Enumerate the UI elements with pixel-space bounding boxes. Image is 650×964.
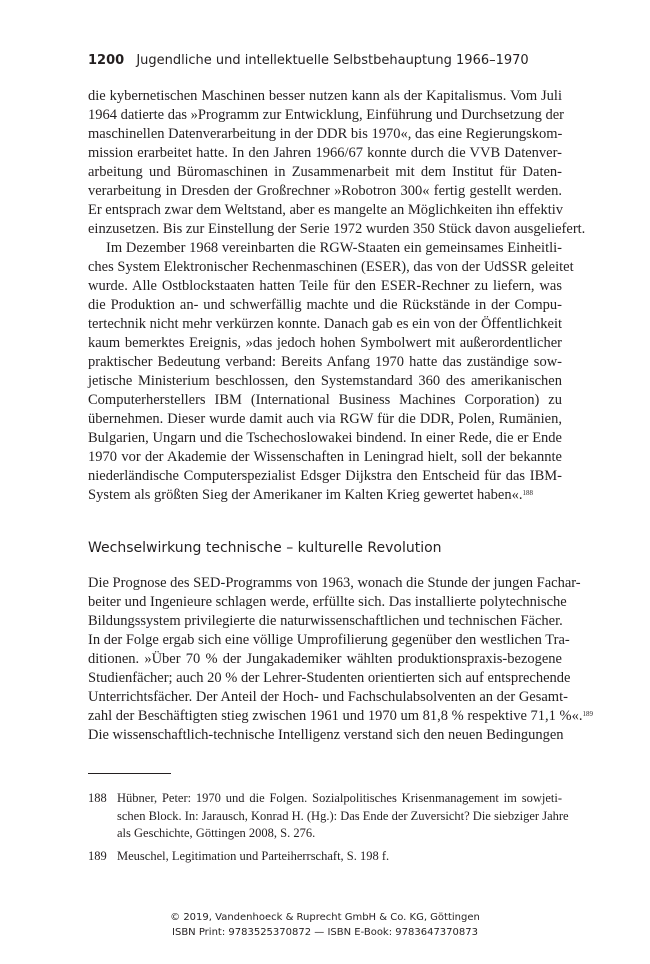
text-line-content: Die Prognose des SED-Programms von 1963, wonach die Stunde der jungen Fachar- bbox=[88, 575, 581, 591]
text-line-content: arbeitung und Büromaschinen in Zusammenarbeit mit dem Institut für Daten- bbox=[88, 164, 562, 180]
footnote-number: 188 bbox=[88, 791, 107, 805]
text-line bbox=[88, 296, 562, 315]
text-line bbox=[88, 258, 574, 277]
text-line bbox=[88, 201, 562, 220]
text-line-content: mission erarbeitet hatte. In den Jahren 1966/67 konnte durch die VVB Datenver- bbox=[88, 145, 562, 161]
footnote-text-line: Hübner, Peter: 1970 und die Folgen. Sozialpolitisches Krisenmanagement im sowjeti- bbox=[117, 791, 562, 805]
text-line bbox=[88, 239, 562, 258]
text-line bbox=[88, 726, 562, 745]
text-line bbox=[88, 372, 562, 391]
text-line-content: jetische Ministerium beschlossen, den Systemstandard 360 des amerikanischen bbox=[88, 373, 562, 389]
imprint bbox=[0, 910, 650, 940]
text-line-content: beiter und Ingenieure schlagen werde, erfüllte sich. Das installierte polytechnische bbox=[88, 594, 567, 610]
text-line bbox=[88, 410, 562, 429]
footnote-divider bbox=[88, 773, 171, 774]
text-line bbox=[88, 429, 562, 448]
text-line bbox=[88, 334, 562, 353]
text-line bbox=[88, 486, 562, 505]
text-line bbox=[88, 144, 562, 163]
text-line bbox=[88, 391, 562, 410]
text-line-content: 1964 datierte das »Programm zur Entwicklung, Einführung und Durchsetzung der bbox=[88, 107, 564, 123]
footnote-189 bbox=[88, 848, 562, 866]
text-line-content: Im Dezember 1968 vereinbarten die RGW-Staaten ein gemeinsames Einheitli- bbox=[106, 240, 562, 256]
running-head-title: Jugendliche und intellektuelle Selbstbehauptung 1966–1970 bbox=[136, 53, 529, 68]
text-line-content: kaum bemerktes Ereignis, »das jedoch hohen Symbolwert mit außerordentlicher bbox=[88, 335, 562, 351]
text-line-content: Bildungssystem privilegierte die naturwissenschaftlichen und technischen Fächer. bbox=[88, 613, 563, 629]
body-text-section-2 bbox=[88, 574, 593, 745]
text-line bbox=[88, 448, 562, 467]
text-line bbox=[88, 631, 570, 650]
text-line-content: wurde. Alle Ostblockstaaten hatten Teile für den ESER-Rechner zu liefern, was bbox=[88, 278, 562, 294]
text-line bbox=[88, 612, 562, 631]
text-line-content: Computerherstellers IBM (International Business Machines Corporation) zu bbox=[88, 392, 562, 408]
footnote-number: 189 bbox=[88, 848, 107, 863]
text-line-content: niederländische Computerspezialist Edsger Dijkstra den Entscheid für das IBM- bbox=[88, 468, 562, 484]
footnote-text-line: Meuschel, Legitimation und Parteiherrschaft, S. 198 f. bbox=[117, 848, 390, 863]
text-line bbox=[88, 106, 562, 125]
text-line-content: Unterrichtsfächer. Der Anteil der Hoch- und Fachschulabsolventen an der Gesamt- bbox=[88, 689, 568, 705]
footnote-reference[interactable]: 188 bbox=[522, 489, 533, 497]
text-line-content: einzusetzen. Bis zur Einstellung der Serie 1972 wurden 350 Stück davon ausgeliefert. bbox=[88, 221, 586, 237]
text-line bbox=[88, 315, 562, 334]
text-line-content: ches System Elektronischer Rechenmaschinen (ESER), das von der UdSSR geleitet bbox=[88, 259, 574, 275]
section-heading: Wechselwirkung technische – kulturelle Revolution bbox=[88, 540, 442, 556]
copyright-line: © 2019, Vandenhoeck & Ruprecht GmbH & Co. KG, Göttingen bbox=[170, 912, 480, 923]
text-line-content: Bulgarien, Ungarn und die Tschechoslowakei bindend. In einer Rede, die er Ende bbox=[88, 430, 562, 446]
text-line bbox=[88, 87, 562, 106]
text-line bbox=[88, 593, 567, 612]
text-line bbox=[88, 353, 562, 372]
footnote-188 bbox=[88, 790, 569, 843]
text-line-content: übernehmen. Dieser wurde damit auch via RGW für die DDR, Polen, Rumänien, bbox=[88, 411, 562, 427]
footnote-text-line: als Geschichte, Göttingen 2008, S. 276. bbox=[117, 826, 316, 840]
text-line bbox=[88, 182, 562, 201]
footnote-reference[interactable]: 189 bbox=[582, 710, 593, 718]
text-line bbox=[88, 650, 562, 669]
footnote-text-line: schen Block. In: Jarausch, Konrad H. (Hg.): Das Ende der Zuversicht? Die siebziger Jahre bbox=[117, 808, 569, 823]
text-line bbox=[88, 688, 568, 707]
text-line-content: System als größten Sieg der Amerikaner im Kalten Krieg gewertet haben«. bbox=[88, 487, 523, 503]
text-line-content: Studienfächer; auch 20 % der Lehrer-Studenten orientierten sich auf entsprechende bbox=[88, 670, 571, 686]
text-line-content: tertechnik nicht mehr verkürzen konnte. Danach gab es ein von der Öffentlichkeit bbox=[88, 316, 563, 332]
text-line-content: Die wissenschaftlich-technische Intelligenz verstand sich den neuen Bedingungen bbox=[88, 727, 564, 743]
text-line-content: 1970 vor der Akademie der Wissenschaften in Leningrad hielt, soll der bekannte bbox=[88, 449, 562, 465]
text-line-content: die Produktion an- und schwerfällig machte und die Rückstände in der Compu- bbox=[88, 297, 562, 313]
text-line bbox=[88, 125, 562, 144]
text-line-content: zahl der Beschäftigten stieg zwischen 1961 und 1970 um 81,8 % respektive 71,1 %«. bbox=[88, 708, 583, 724]
running-head bbox=[88, 52, 568, 70]
text-line-content: verarbeitung in Dresden der Großrechner »Robotron 300« fertig gestellt werden. bbox=[88, 183, 562, 199]
text-line bbox=[88, 277, 562, 296]
page-number: 1200 bbox=[88, 53, 125, 68]
text-line-content: ditionen. »Über 70 % der Jungakademiker wählten produktionspraxis-bezogene bbox=[88, 651, 562, 667]
text-line-content: praktischer Bedeutung verband: Bereits Anfang 1970 hatte das zuständige sow- bbox=[88, 354, 562, 370]
text-line-content: die kybernetischen Maschinen besser nutzen kann als der Kapitalismus. Vom Juli bbox=[88, 88, 562, 104]
footnotes bbox=[88, 790, 569, 865]
text-line bbox=[88, 163, 562, 182]
body-text-section-1 bbox=[88, 87, 586, 505]
text-line bbox=[88, 574, 581, 593]
text-line-content: Er entsprach zwar dem Weltstand, aber es mangelte an Möglichkeiten ihn effektiv bbox=[88, 202, 564, 218]
text-line-content: maschinellen Datenverarbeitung in der DDR bis 1970«, das eine Regierungskom- bbox=[88, 126, 563, 142]
text-line bbox=[88, 220, 586, 239]
text-line bbox=[88, 467, 562, 486]
text-line bbox=[88, 669, 571, 688]
isbn-line: ISBN Print: 9783525370872 — ISBN E-Book: 9783647370873 bbox=[172, 927, 478, 938]
text-line-content: In der Folge ergab sich eine völlige Umprofilierung gegenüber den westlichen Tra- bbox=[88, 632, 570, 648]
text-line bbox=[88, 707, 593, 726]
